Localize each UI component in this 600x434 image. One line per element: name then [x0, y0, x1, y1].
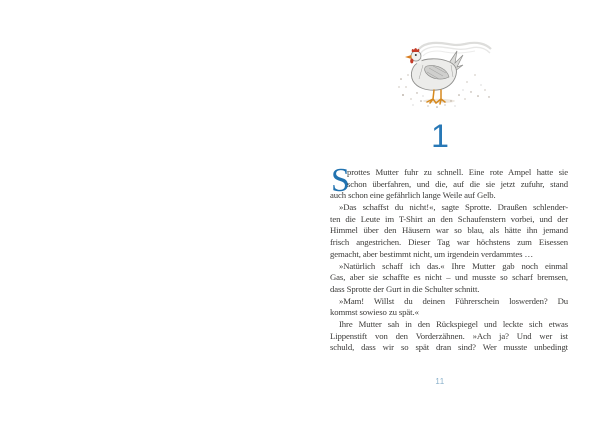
text-line: Himmel über den Häusern war so blau, als hätte ihn jemand	[330, 225, 568, 236]
text-line: dass Sprotte der Gurt in die Schulter schnitt.	[330, 283, 480, 294]
right-page	[300, 0, 600, 434]
text-block	[330, 167, 568, 354]
text-line: »Mam! Willst du deinen Führerschein loswerden? Du	[339, 295, 568, 306]
text-line: kommst sowieso zu spät.«	[330, 307, 419, 318]
text-line: schuld, dass wir so spät dran sind? Wer musste unbedingt	[330, 342, 568, 353]
text-line: prottes Mutter fuhr zu schnell. Eine rote Ampel hatte sie	[347, 167, 568, 177]
text-line: »Natürlich schaff ich das.« Ihre Mutter gab noch einmal	[339, 260, 568, 271]
text-line: ten die Leute im T-Shirt an den Schaufenstern vorbei, und der	[330, 213, 568, 224]
text-line: Lippenstift von den Vorderzähnen. »Ach ja? Und wer ist	[330, 330, 568, 341]
text-line: Gas, aber sie schaffte es nicht – und musste so scharf bremsen,	[330, 272, 568, 283]
page-number: 11	[435, 377, 445, 386]
chapter-number: 1	[431, 118, 449, 154]
text-line: »Das schaffst du nicht!«, sagte Sprotte. Draußen schlender-	[339, 202, 568, 213]
text-line: frisch angestrichen. Dieser Tag war höchstens zum Eisessen	[330, 237, 568, 248]
text-line: schon überfahren, und die, auf die sie jetzt zufuhr, stand	[347, 178, 568, 189]
drop-cap: S	[331, 162, 350, 199]
text-line: gemacht, aber bestimmt nicht, um irgendein verdammtes …	[330, 248, 534, 259]
text-line: auch schon eine gefährlich lange Weile auf Gelb.	[330, 190, 496, 201]
text-line: Ihre Mutter sah in den Rückspiegel und leckte sich etwas	[339, 318, 568, 329]
hen-illustration	[393, 35, 497, 113]
